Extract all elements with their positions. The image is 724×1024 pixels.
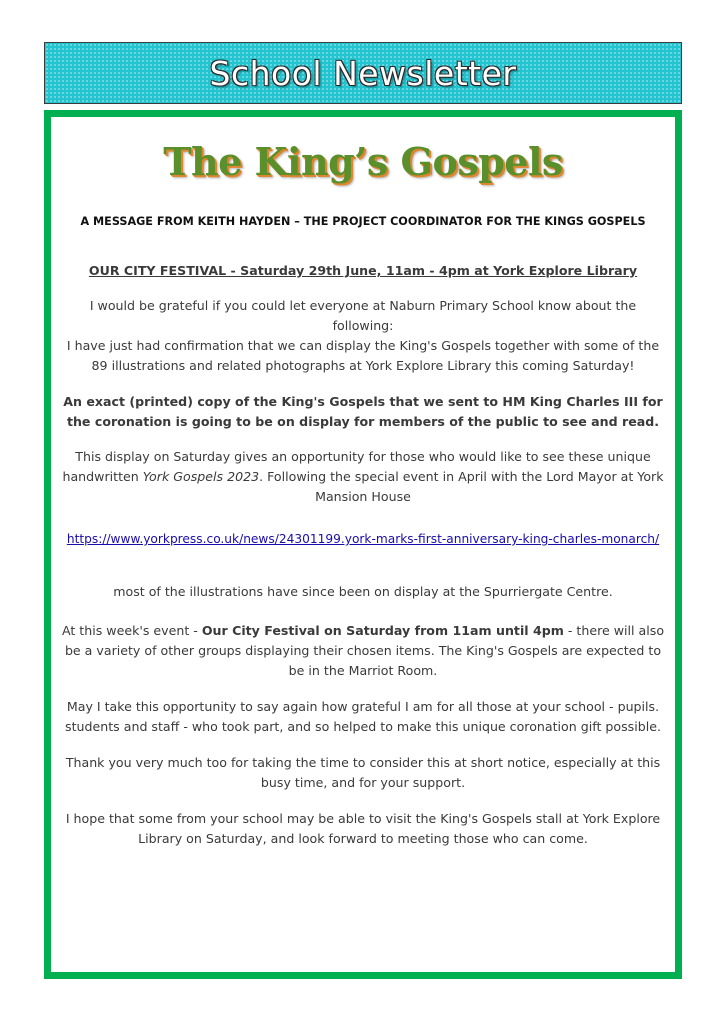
paragraph-exact-copy: An exact (printed) copy of the King's Gospels that we sent to HM King Charles III for the coronation is going to be on display for members of the public to see and read. [63, 394, 663, 429]
event-text-start: At this week's event - [61, 623, 202, 638]
news-link-paragraph [59, 529, 667, 549]
display-text-end: . Following the special event in April with the Lord Mayor at York Mansion House [259, 469, 664, 504]
festival-heading: OUR CITY FESTIVAL - Saturday 29th June, 11am - 4pm at York Explore Library [88, 263, 638, 278]
display-text-start: This display on Saturday gives an opportunity for those who would like to see these unique handwritten [62, 449, 651, 484]
paragraph-display [59, 447, 667, 507]
news-link[interactable]: https://www.yorkpress.co.uk/news/24301199.york-marks-first-anniversary-king-charles-monarch/ [66, 532, 660, 546]
article-title: The King’s Gospels [163, 139, 563, 184]
paragraph-gratitude: May I take this opportunity to say again how grateful I am for all those at your school - pupils. students and staff - who took part, and so helped to make this unique coronation gift possible. [65, 699, 661, 734]
newsletter-header [44, 42, 682, 104]
paragraph-spurriergate: most of the illustrations have since been on display at the Spurriergate Centre. [113, 584, 613, 599]
message-heading: A MESSAGE FROM KEITH HAYDEN – THE PROJECT COORDINATOR FOR THE KINGS GOSPELS [80, 215, 646, 228]
paragraph-thanks: Thank you very much too for taking the time to consider this at short notice, especially at this busy time, and for your support. [65, 755, 661, 790]
paragraph-closing: I hope that some from your school may be able to visit the King's Gospels stall at York Explore Library on Saturday, and look forward to meeting those who can come. [65, 811, 661, 846]
event-bold-text: Our City Festival on Saturday from 11am until 4pm [201, 623, 564, 638]
york-gospels-italic: York Gospels 2023 [142, 469, 260, 484]
newsletter-title: School Newsletter [209, 53, 517, 93]
event-text-end: - there will also be a variety of other groups displaying their chosen items. The King's Gospels are expected to be in the Marriot Room. [64, 623, 665, 678]
paragraph-intro: I would be grateful if you could let everyone at Naburn Primary School know about the following: [89, 298, 637, 333]
paragraph-event [59, 621, 667, 681]
article-frame [44, 110, 682, 979]
paragraph-confirmation: I have just had confirmation that we can display the King's Gospels together with some of the 89 illustrations and related photographs at York Explore Library this coming Saturday! [66, 338, 660, 373]
